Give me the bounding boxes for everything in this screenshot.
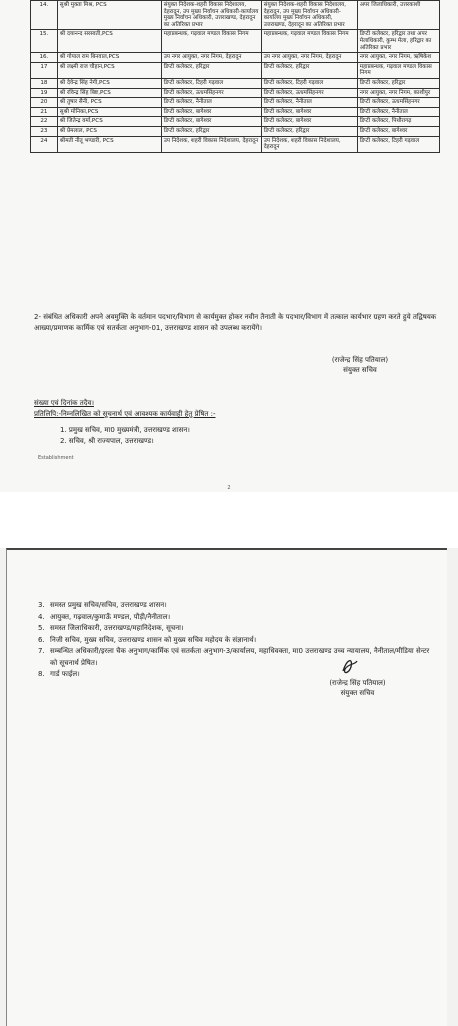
current-post-cell: डिप्टी कलेक्टर, बागेश्वर (161, 117, 261, 127)
copy-item (38, 623, 433, 635)
officer-name-cell: श्री रविन्द्र सिंह बिष्ट,PCS (57, 88, 161, 98)
serial-cell: 19 (31, 88, 58, 98)
officer-name-cell: श्री तुषार सैनी, PCS (57, 98, 161, 108)
new-post-cell: डिप्टी कलेक्टर, टिहरी गढ़वाल (357, 136, 439, 152)
relieved-post-cell: डिप्टी कलेक्टर, हरिद्वार (261, 126, 357, 136)
serial-cell: 21 (31, 107, 58, 117)
reference-heading: संख्या एवं दिनांक तदैव। (34, 399, 94, 407)
copy-item: 2. सचिव, श्री राज्यपाल, उत्तराखण्ड। (60, 437, 154, 445)
table-row (31, 107, 440, 117)
page-gap (0, 492, 458, 548)
relieved-post-cell: उप नगर आयुक्त, नगर निगम, देहरादून (261, 53, 357, 63)
copy-item (38, 612, 433, 624)
copy-list-page-1 (60, 425, 420, 447)
copy-heading-text: प्रतिलिपि:-निम्नलिखित को सूचनार्थ एवं आवश्यक कार्यवाही हेतु प्रेषित :- (34, 410, 216, 418)
copy-item-text: सम्बन्धित अधिकारी/इरला चैक अनुभाग/कार्मिक एवं सतर्कता अनुभाग-3/कार्यालय, महाधिवक्ता, मा0 उत्तराखण्ड उच्च न्यायालय, नैनीताल/मीडिया सेन्टर को सूचनार्थ प्रेषित। (50, 647, 430, 667)
relieved-post-cell: महाप्रबन्धक, गढ़वाल मण्डल विकास निगम (261, 30, 357, 53)
officer-name-cell: श्री गोपाल राम बिनवाल,PCS (57, 53, 161, 63)
signatory-designation: संयुक्त सचिव (343, 366, 377, 374)
copy-item-text: समस्त प्रमुख सचिव/सचिव, उत्तराखण्ड शासन। (50, 601, 167, 609)
serial-cell: 23 (31, 126, 58, 136)
relieved-post-cell: उप निदेशक, शहरी विकास निदेशालय, देहरादून (261, 136, 357, 152)
relieved-post-cell: डिप्टी कलेक्टर, हरिद्वार (261, 62, 357, 78)
copy-item-text: आयुक्त, गढ़वाल/कुमाऊँ मण्डल, पौड़ी/नैनीताल। (50, 612, 171, 621)
relieved-post-cell: डिप्टी कलेक्टर, ऊधमसिंहनगर (261, 88, 357, 98)
relieved-post-cell: संयुक्त निदेशक-शहरी विकास निदेशालय, देहरादून, उप मुख्य निर्वाचन अधिकारी-कार्यालय मुख्य निर्वाचन अधिकारी, उत्तराखण्ड, देहरादून का अतिरिक्त प्रभार (261, 1, 357, 30)
officer-name-cell: श्री लक्ष्मी राज चौहान,PCS (57, 62, 161, 78)
current-post-cell: उप नगर आयुक्त, नगर निगम, देहरादून (161, 53, 261, 63)
current-post-cell: डिप्टी कलेक्टर, बागेश्वर (161, 107, 261, 117)
relieved-post-cell: डिप्टी कलेक्टर, बागेश्वर (261, 107, 357, 117)
officer-name-cell: श्री देवेन्द्र सिंह नेगी,PCS (57, 78, 161, 88)
table-row (31, 1, 440, 30)
establishment-note: Establishment (38, 455, 74, 461)
table-row (31, 78, 440, 88)
officer-name-cell: श्री प्रेमलाल, PCS (57, 126, 161, 136)
copy-heading (34, 409, 440, 420)
relieved-post-cell: डिप्टी कलेक्टर, बागेश्वर (261, 117, 357, 127)
new-post-cell: महाप्रबन्धक, गढ़वाल मण्डल विकास निगम (357, 62, 439, 78)
serial-cell: 22 (31, 117, 58, 127)
officer-name-cell: सुश्री मुक्ता मिश्र, PCS (57, 1, 161, 30)
transfer-table (30, 0, 440, 153)
signatory-designation: संयुक्त सचिव (340, 689, 375, 697)
copy-item-number: 3. (38, 601, 45, 609)
table-row (31, 53, 440, 63)
new-post-cell: डिप्टी कलेक्टर, ऊधमसिंहनगर (357, 98, 439, 108)
current-post-cell: डिप्टी कलेक्टर, हरिद्वार (161, 62, 261, 78)
copy-item-number: 6. (38, 635, 45, 644)
officer-name-cell: सुश्री मोनिका,PCS (57, 107, 161, 117)
signatory-name: (राजेन्द्र सिंह पतियाल) (329, 679, 386, 687)
officer-name-cell: श्री दयानन्द सरस्वती,PCS (57, 30, 161, 53)
copy-item-text: समस्त जिलाधिकारी, उत्तराखण्ड/महानिदेशक, सूचना। (50, 624, 184, 632)
relieved-post-cell: डिप्टी कलेक्टर, टिहरी गढ़वाल (261, 78, 357, 88)
document-page-1 (0, 0, 458, 492)
serial-cell: 20 (31, 98, 58, 108)
table-row (31, 30, 440, 53)
new-post-cell: डिप्टी कलेक्टर, हरिद्वार (357, 78, 439, 88)
new-post-cell: डिप्टी कलेक्टर, बागेश्वर (357, 126, 439, 136)
serial-cell: 24 (31, 136, 58, 152)
current-post-cell: डिप्टी कलेक्टर, ऊधमसिंहनगर (161, 88, 261, 98)
current-post-cell: डिप्टी कलेक्टर, नैनीताल (161, 98, 261, 108)
new-post-cell: अपर जिलाधिकारी, उत्तरकाशी (357, 1, 439, 30)
serial-cell: 14. (31, 1, 58, 30)
new-post-cell: डिप्टी कलेक्टर, पिथौरागढ़ (357, 117, 439, 127)
signature-block-1 (300, 355, 420, 375)
new-post-cell: नगर आयुक्त, नगर निगम, काशीपुर (357, 88, 439, 98)
handwritten-signature (339, 653, 361, 677)
relieved-post-cell: डिप्टी कलेक्टर, नैनीताल (261, 98, 357, 108)
serial-cell: 16. (31, 53, 58, 63)
new-post-cell: डिप्टी कलेक्टर, नैनीताल (357, 107, 439, 117)
copy-list-page-2 (38, 600, 433, 681)
serial-cell: 17 (31, 62, 58, 78)
current-post-cell: डिप्टी कलेक्टर, हरिद्वार (161, 126, 261, 136)
signatory-name: (राजेन्द्र सिंह पतियाल) (331, 356, 389, 364)
copy-item (38, 635, 433, 647)
table-row (31, 136, 440, 152)
copy-item: 1. प्रमुख सचिव, मा0 मुख्यमंत्री, उत्तराखण्ड शासन। (60, 426, 190, 434)
table-row (31, 98, 440, 108)
serial-cell: 18 (31, 78, 58, 88)
table-row (31, 62, 440, 78)
page-number: 2 (227, 485, 231, 491)
paragraph-2: 2- संबंधित अधिकारी अपने अवमुक्ति के वर्तमान पदभार/विभाग से कार्यमुक्त होकर नवीन तैनाती के पदभार/विभाग में तत्काल कार्यभार ग्रहण करते हुये तद्विषयक आख्या/प्रमाणक कार्मिक एवं सतर्कता अनुभाग-01, उत्तराखण्ड शासन को उपलब्ध करायेंगे। (34, 313, 437, 332)
copy-item-number: 4. (38, 612, 45, 621)
copy-item-number: 5. (38, 624, 45, 632)
table-row (31, 88, 440, 98)
table-row (31, 126, 440, 136)
copy-item-number: 8. (38, 670, 45, 678)
current-post-cell: उप निदेशक, शहरी विकास निदेशालय, देहरादून (161, 136, 261, 152)
copy-item-text: गार्ड फाईल। (50, 670, 80, 678)
copy-item-text: निजी सचिव, मुख्य सचिव, उत्तराखण्ड शासन को मुख्य सचिव महोदय के संज्ञानार्थ। (50, 635, 257, 644)
current-post-cell: डिप्टी कलेक्टर, टिहरी गढ़वाल (161, 78, 261, 88)
copy-item-number: 7. (38, 647, 45, 655)
serial-cell: 15. (31, 30, 58, 53)
table-row (31, 117, 440, 127)
new-post-cell: नगर आयुक्त, नगर निगम, ऋषिकेश (357, 53, 439, 63)
signature-block-2 (295, 678, 420, 698)
officer-name-cell: श्री जितेन्द्र वर्मा,PCS (57, 117, 161, 127)
new-post-cell: डिप्टी कलेक्टर, हरिद्वार तथा अपर मेलाधिकारी, कुम्भ मेला, हरिद्वार का अतिरिक्त प्रभार (357, 30, 439, 53)
copy-item (38, 646, 433, 669)
current-post-cell: संयुक्त निदेशक-शहरी विकास निदेशालय, देहरादून, उप मुख्य निर्वाचन अधिकारी-कार्यालय मुख्य निर्वाचन अधिकारी, उत्तराखण्ड, देहरादून का अतिरिक्त प्रभार (161, 1, 261, 30)
copy-item (38, 600, 433, 612)
current-post-cell: महाप्रबन्धक, गढ़वाल मण्डल विकास निगम (161, 30, 261, 53)
officer-name-cell: श्रीमती नीतू भण्डारी, PCS (57, 136, 161, 152)
